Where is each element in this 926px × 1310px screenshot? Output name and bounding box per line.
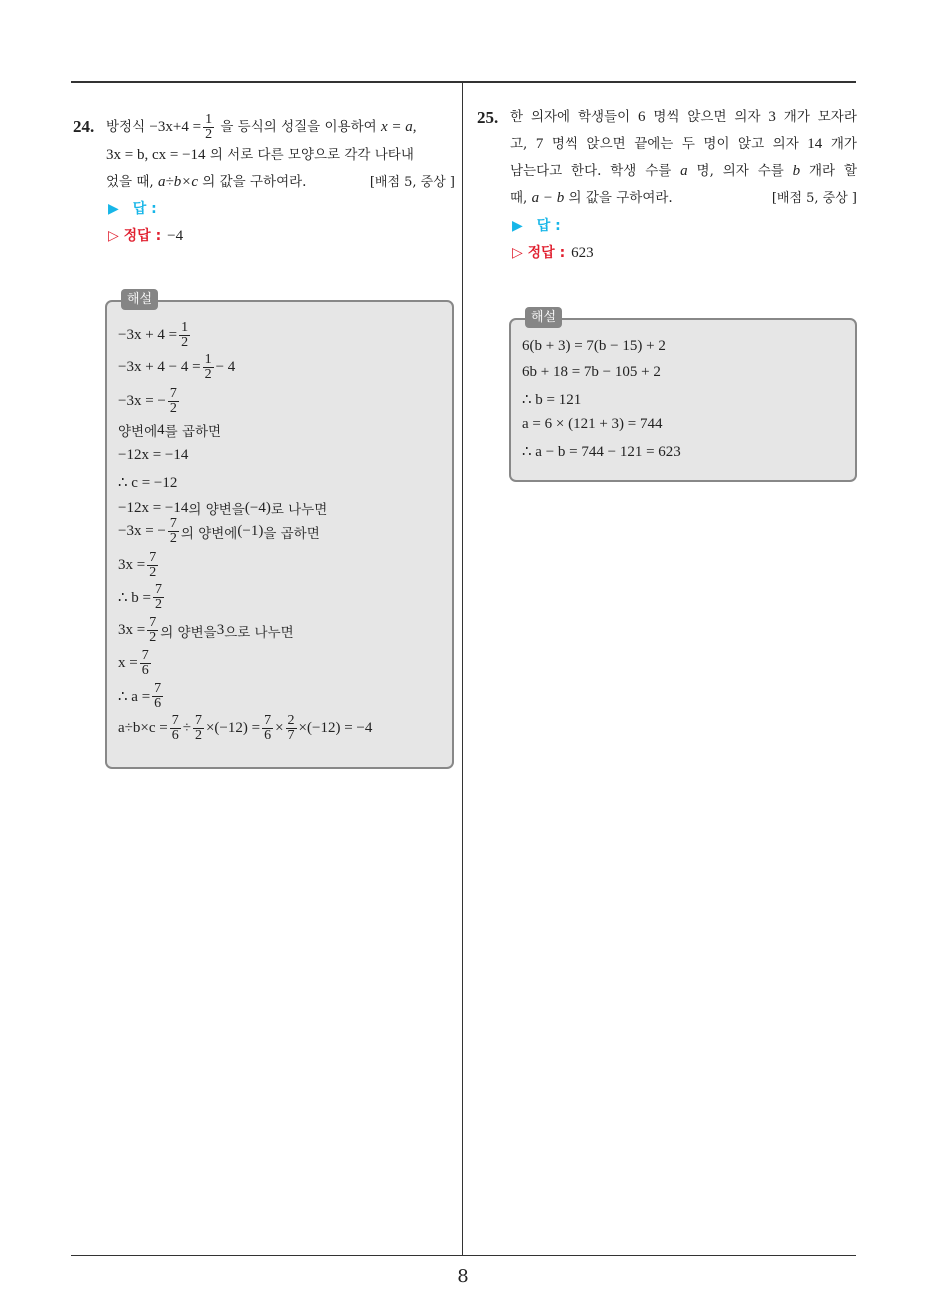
solution-step: −3x + 4 = $\frac{1}{2}$ xyxy=(118,320,189,350)
correct-value: −4 xyxy=(167,228,184,244)
answer-label: 답 : xyxy=(536,218,561,234)
triangle-outline-icon: ▷ xyxy=(512,245,528,261)
solution-tag: 해설 xyxy=(121,289,158,310)
solution-step: x = $\frac{7}{6}$ xyxy=(118,648,149,678)
top-rule xyxy=(71,81,856,83)
answer-line xyxy=(108,199,157,219)
solution-step: ∴ b = 121 xyxy=(522,392,582,408)
question-line: 때, a − b 의 값을 구하여라. [배점 5, 중상 ] xyxy=(510,185,857,212)
page-number: 8 xyxy=(457,1266,469,1287)
solution-step: 6b + 18 = 7b − 105 + 2 xyxy=(522,364,661,380)
solution-step: −3x = − $\frac{7}{2}$ xyxy=(118,386,177,416)
correct-answer-line xyxy=(108,226,183,246)
question-number: 24. xyxy=(73,117,95,136)
solution-step: a = 6 × (121 + 3) = 744 xyxy=(522,416,663,432)
solution-step: 양변에 4 를 곱하면 xyxy=(118,421,222,440)
question-line: 3x = b, cx = −14 의 서로 다른 모양으로 각각 나타내 xyxy=(106,147,414,163)
play-icon: ▶ xyxy=(108,201,119,217)
question-line: 었을 때, a÷b×c 의 값을 구하여라. [배점 5, 중상 ] xyxy=(106,169,455,196)
solution-step: 3x = $\frac{7}{2}$ xyxy=(118,550,157,580)
question-line: 고, 7 명씩 앉으면 끝에는 두 명이 앉고 의자 14 개가 xyxy=(510,136,857,152)
correct-answer-line xyxy=(512,243,594,263)
correct-label: 정답 : xyxy=(123,228,162,244)
fraction: $\frac{1}{2}$ xyxy=(205,112,213,142)
solution-step: −12x = −14 xyxy=(118,447,189,463)
solution-step: ∴ a − b = 744 − 121 = 623 xyxy=(522,444,681,460)
solution-step: −12x = −14 의 양변을 (−4) 로 나누면 xyxy=(118,499,328,518)
solution-step: −3x = − $\frac{7}{2}$ 의 양변에 (−1) 을 곱하면 xyxy=(118,516,320,546)
answer-label: 답 : xyxy=(132,201,157,217)
column-divider xyxy=(462,82,463,1256)
answer-line xyxy=(512,216,561,236)
question-number: 25. xyxy=(477,108,499,127)
solution-step: ∴ b = $\frac{7}{2}$ xyxy=(118,582,163,612)
bottom-rule xyxy=(71,1255,856,1256)
question-line: 남는다고 한다. 학생 수를 a 명, 의자 수를 b 개라 할 xyxy=(510,163,857,179)
solution-step: ∴ a = $\frac{7}{6}$ xyxy=(118,681,162,711)
solution-step: 3x = $\frac{7}{2}$ 의 양변을 3 으로 나누면 xyxy=(118,615,294,645)
solution-tag: 해설 xyxy=(525,307,562,328)
triangle-outline-icon: ▷ xyxy=(108,228,124,244)
solution-step: −3x + 4 − 4 = $\frac{1}{2}$ − 4 xyxy=(118,352,236,382)
question-25 xyxy=(477,104,857,212)
solution-step: 6(b + 3) = 7(b − 15) + 2 xyxy=(522,338,666,354)
score-label: [배점 5, 중상 ] xyxy=(771,191,857,206)
correct-label: 정답 : xyxy=(527,245,566,261)
play-icon: ▶ xyxy=(512,218,523,234)
solution-step: a÷b×c = $\frac{7}{6}$ ÷ $\frac{7}{2}$ ×(−12) = $\frac{7}{6}$ × $\frac{2}{7}$ ×(−12) = −4 xyxy=(118,713,373,743)
question-24 xyxy=(73,113,455,196)
question-line: 방정식 −3x+4 = $\frac{1}{2}$ 을 등식의 성질을 이용하여 x = a, xyxy=(106,112,417,142)
question-line: 한 의자에 학생들이 6 명씩 앉으면 의자 3 개가 모자라 xyxy=(510,109,857,125)
score-label: [배점 5, 중상 ] xyxy=(369,175,455,190)
solution-step: ∴ c = −12 xyxy=(118,475,178,491)
correct-value: 623 xyxy=(571,245,594,261)
